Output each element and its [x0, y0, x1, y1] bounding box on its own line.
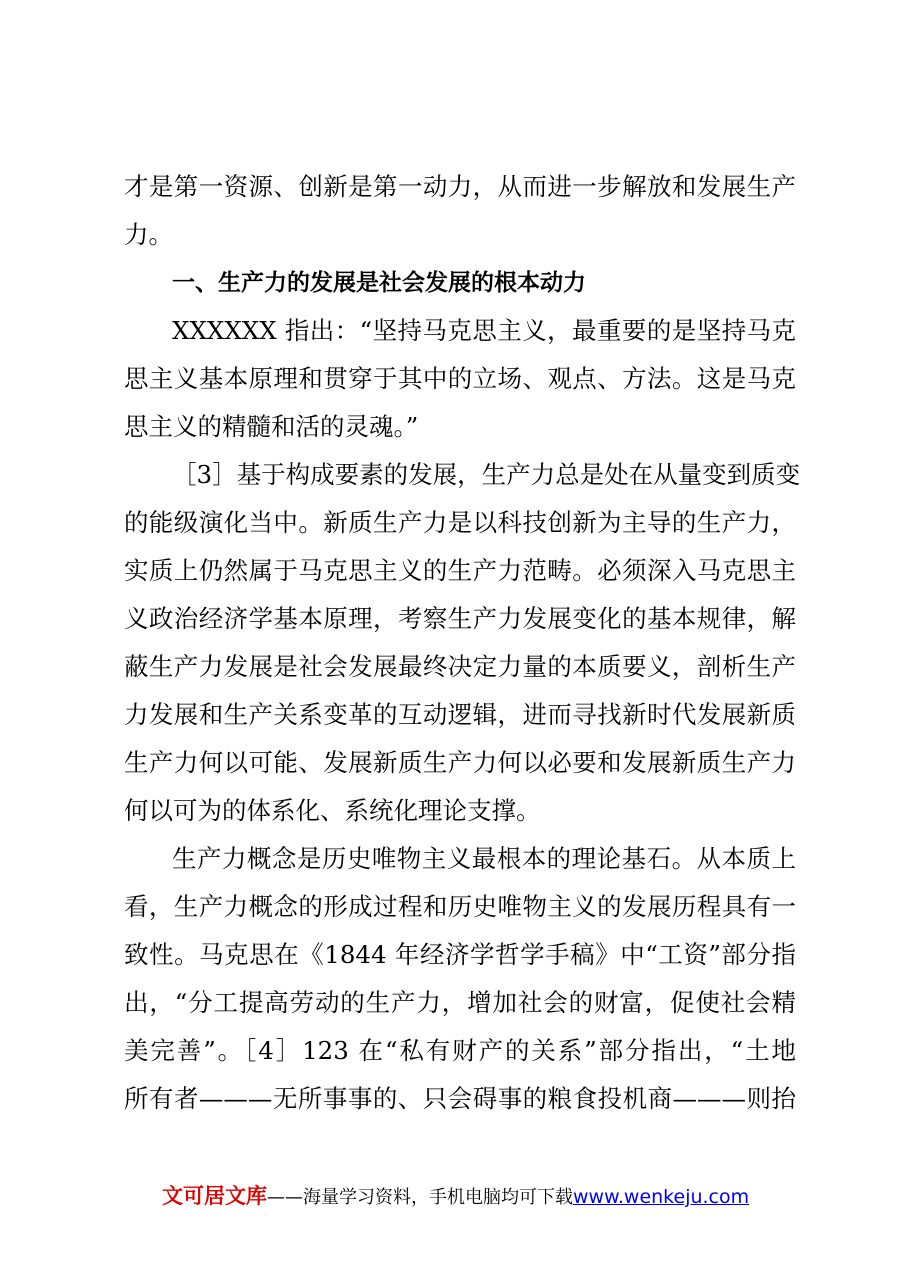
body-text-line: 思主义基本原理和贯穿于其中的立场、观点、方法。这是马克 — [124, 364, 796, 393]
body-text-line: 实质上仍然属于马克思主义的生产力范畴。必须深入马克思主 — [124, 556, 796, 585]
body-text-line: 思主义的精髓和活的灵魂。” — [124, 412, 419, 441]
body-text-line: 力。 — [124, 220, 173, 249]
body-text-line: 的能级演化当中。新质生产力是以科技创新为主导的生产力， — [124, 508, 796, 537]
body-text-line: XXXXXX 指出：“坚持马克思主义，最重要的是坚持马克 — [172, 316, 796, 345]
body-text-line: 致性。马克思在《1844 年经济学哲学手稿》中“工资”部分指 — [124, 940, 796, 969]
footer-banner — [162, 1178, 749, 1214]
body-text-line: 蔽生产力发展是社会发展最终决定力量的本质要义，剖析生产 — [124, 652, 796, 681]
footer-tagline: ——海量学习资料，手机电脑均可下载 — [267, 1187, 573, 1208]
footer-brand: 文可居文库 — [162, 1184, 267, 1208]
body-text-line: 才是第一资源、创新是第一动力，从而进一步解放和发展生产 — [124, 172, 796, 201]
body-text-line: 看，生产力概念的形成过程和历史唯物主义的发展历程具有一 — [124, 892, 796, 921]
footer-url-link[interactable]: www.wenkeju.com — [573, 1186, 750, 1208]
body-text-line: 何以可为的体系化、系统化理论支撑。 — [124, 796, 541, 825]
body-text-line: 生产力概念是历史唯物主义最根本的理论基石。从本质上 — [172, 844, 796, 873]
body-text-line: ［3］基于构成要素的发展，生产力总是处在从量变到质变 — [172, 460, 801, 489]
body-text-line: 所有者———无所事事的、只会碍事的粮食投机商———则抬 — [124, 1084, 796, 1113]
section-heading: 一、生产力的发展是社会发展的根本动力 — [172, 270, 586, 296]
body-text-line: 出，“分工提高劳动的生产力，增加社会的财富，促使社会精 — [124, 988, 796, 1017]
body-text-line: 义政治经济学基本原理，考察生产力发展变化的基本规律，解 — [124, 604, 796, 633]
body-text-line: 力发展和生产关系变革的互动逻辑，进而寻找新时代发展新质 — [124, 700, 796, 729]
body-text-line: 生产力何以可能、发展新质生产力何以必要和发展新质生产力 — [124, 748, 796, 777]
body-text-line: 美完善”。［4］123 在“私有财产的关系”部分指出，“土地 — [124, 1036, 796, 1065]
